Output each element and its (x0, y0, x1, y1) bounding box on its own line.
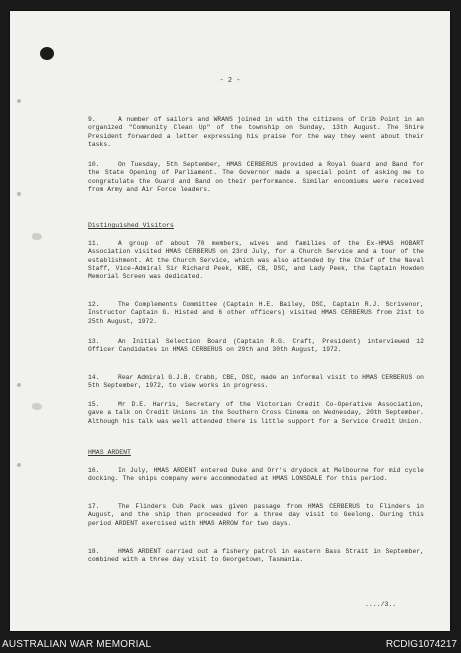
punch-hole (40, 47, 54, 60)
paragraph-number: 10. (88, 161, 100, 168)
paragraph-number: 11. (88, 240, 100, 247)
section-heading-visitors: Distinguished Visitors (88, 222, 174, 229)
pin-mark (17, 463, 21, 467)
paragraph-text: On Tuesday, 5th September, HMAS CERBERUS provided a Royal Guard and Band for the State Opening of Parliament. The Governor made a special point of asking me to congratulate the Guard and Band on their performance. Similar encomiums were received from Army and Air Force leaders. (88, 161, 424, 193)
paragraph-9 (88, 116, 424, 149)
paragraph-17 (88, 503, 424, 528)
paragraph-text: In July, HMAS ARDENT entered Duke and Orr's drydock at Melbourne for mid cycle docking. The ships company were accommodated at HMAS LONSDALE for this period. (88, 467, 424, 483)
archive-footer (0, 635, 461, 653)
pin-mark (17, 99, 21, 103)
footer-record-id: RCDIG1074217 (385, 639, 457, 650)
paragraph-16 (88, 467, 424, 484)
paragraph-number: 9. (88, 116, 96, 123)
continuation-marker: ..../3.. (365, 601, 397, 608)
paragraph-10 (88, 161, 424, 194)
paragraph-18 (88, 548, 424, 565)
pin-mark (17, 192, 21, 196)
paragraph-text: The Complements Committee (Captain H.E. Bailey, DSC, Captain R.J. Scrivenor, Instructor Captain G. Histed and 6 other officers) visited HMAS CERBERUS from 21st to 25th August, 1972. (88, 301, 424, 325)
paragraph-number: 16. (88, 467, 100, 474)
paragraph-number: 15. (88, 401, 100, 408)
page-number: - 2 - (219, 77, 241, 85)
paragraph-12 (88, 301, 424, 326)
paragraph-number: 17. (88, 503, 100, 510)
paragraph-text: The Flinders Cub Pack was given passage from HMAS CERBERUS to Flinders in August, and the ship then proceeded for a three day visit to Geelong. During this period ARDENT exercised with HMAS ARROW for two days. (88, 503, 424, 527)
paragraph-number: 13. (88, 338, 100, 345)
paragraph-text: Rear Admiral G.J.B. Crabb, CBE, DSC, made an informal visit to HMAS CERBERUS on 5th September, 1972, to view works in progress. (88, 374, 424, 390)
paragraph-text: A group of about 70 members, wives and families of the Ex-HMAS HOBART Association visited HMAS CERBERUS on 23rd July, for a Church Service and a tour of the establishment. At the Church Service, which was also attended by the Chief of the Naval Staff, Vice-Admiral Sir Richard Peek, KBE, CB, DSC, and Lady Peek, the Captain Howden Memorial Screen was dedicated. (88, 240, 424, 281)
paragraph-15 (88, 401, 424, 426)
paper-tear (32, 403, 42, 410)
paragraph-text: Mr D.E. Harris, Secretary of the Victorian Credit Co-Operative Association, gave a talk on Credit Unions in the Southern Cross Cinema on Wednesday, 20th September. Although his talk was well attended there is little support for a Service Credit Union. (88, 401, 424, 425)
paragraph-text: A number of sailors and WRANS joined in with the citizens of Crib Point in an organized "Community Clean Up" of the township on Sunday, 13th August. The Shire President forwarded a letter expressing his praise for the way they went about their tasks. (88, 116, 424, 148)
paragraph-number: 18. (88, 548, 100, 555)
paragraph-14 (88, 374, 424, 391)
paragraph-text: An Initial Selection Board (Captain R.G. Craft, President) interviewed 12 Officer Candidates in HMAS CERBERUS on 29th and 30th August, 1972. (88, 338, 424, 354)
paragraph-text: HMAS ARDENT carried out a fishery patrol in eastern Bass Strait in September, combined with a three day visit to Georgetown, Tasmania. (88, 548, 424, 564)
document-page (10, 11, 450, 631)
paragraph-number: 12. (88, 301, 100, 308)
pin-mark (17, 383, 21, 387)
footer-institution: AUSTRALIAN WAR MEMORIAL (2, 639, 152, 650)
paragraph-number: 14. (88, 374, 100, 381)
paragraph-13 (88, 338, 424, 355)
paragraph-11 (88, 240, 424, 281)
section-heading-ardent: HMAS ARDENT (88, 449, 131, 456)
paper-tear (32, 233, 42, 240)
